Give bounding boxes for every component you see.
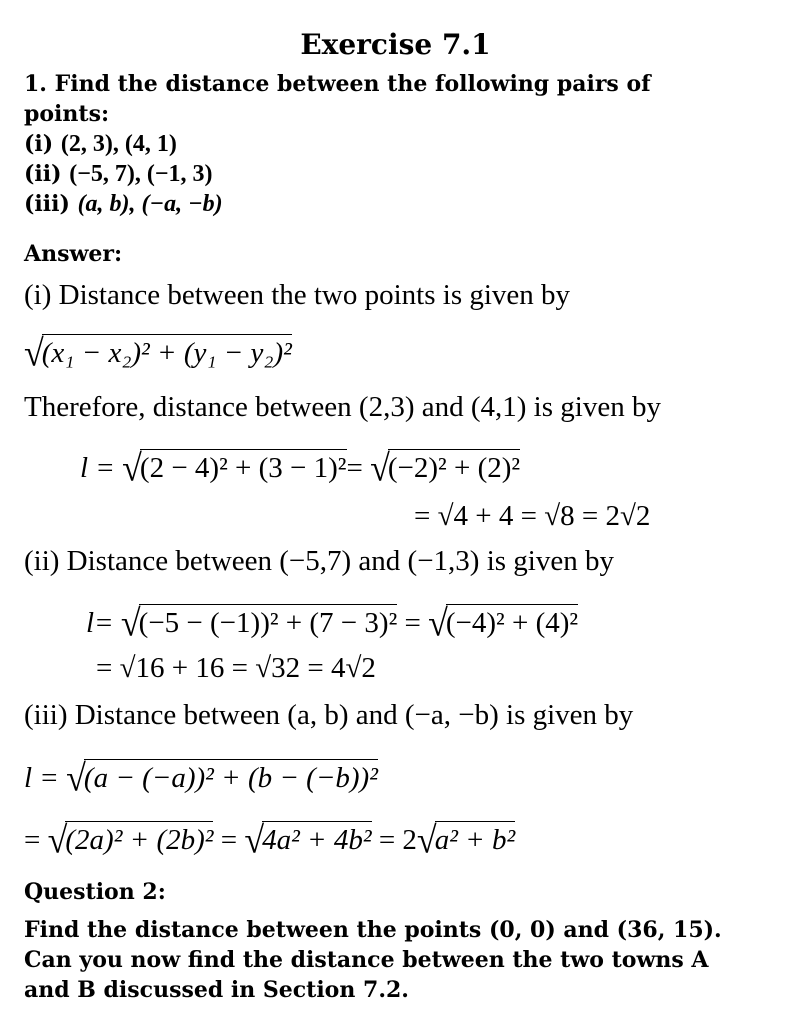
- answer-ii-intro: (ii) Distance between (−5,7) and (−1,3) is given by: [24, 545, 614, 577]
- sqrt-icon: √: [120, 602, 141, 644]
- sqrt-icon: √: [370, 447, 390, 489]
- sqrt-icon: √: [416, 819, 437, 861]
- sqrt-icon: √: [66, 757, 86, 799]
- equals: = 2: [371, 824, 417, 856]
- equals: =: [346, 452, 371, 484]
- answer-i-equation-1: [80, 447, 520, 489]
- answer-iii-equation-1: [24, 757, 378, 799]
- answer-iii-equation-2: [24, 819, 515, 861]
- radicand: (−2)² + (2)²: [388, 449, 520, 485]
- radical: [121, 602, 397, 644]
- part-label: (iii): [24, 191, 70, 217]
- lhs: l =: [24, 762, 67, 794]
- radical: [24, 332, 292, 374]
- radicand: 4a² + 4b²: [262, 821, 371, 857]
- radical: [417, 819, 515, 861]
- sqrt-icon: √: [244, 819, 265, 861]
- sqrt-icon: √: [47, 819, 68, 861]
- question-2-label: Question 2:: [24, 879, 166, 905]
- sqrt-icon: √: [428, 602, 448, 644]
- part-label: (i): [24, 131, 54, 157]
- question-1-line-2: points:: [24, 101, 110, 127]
- radical: [244, 819, 371, 861]
- question-1-part-i: [24, 130, 177, 159]
- equals: =: [213, 824, 245, 856]
- part-label: (ii): [24, 161, 62, 187]
- radicand: (x₁ − x₂)² + (y₁ − y₂)²: [42, 334, 292, 370]
- radicand: (a − (−a))² + (b − (−b))²: [84, 759, 378, 795]
- sqrt-icon: √: [24, 332, 44, 374]
- answer-ii-equation-1: [86, 602, 578, 644]
- distance-formula: [24, 332, 292, 374]
- answer-i-therefore: Therefore, distance between (2,3) and (4,1) is given by: [24, 391, 661, 423]
- answer-iii-intro: (iii) Distance between (a, b) and (−a, −b) is given by: [24, 699, 634, 731]
- answer-i-intro: (i) Distance between the two points is given by: [24, 279, 571, 311]
- radicand: (2a)² + (2b)²: [65, 821, 213, 857]
- question-2-line-2: Can you now find the distance between the two towns A: [24, 947, 709, 973]
- question-2-line-1: Find the distance between the points (0, 0) and (36, 15).: [24, 917, 722, 943]
- radicand: (−4)² + (4)²: [446, 604, 578, 640]
- radical: [370, 447, 520, 489]
- equals: =: [397, 607, 429, 639]
- radicand: a² + b²: [435, 821, 515, 857]
- part-math: (−5, 7), (−1, 3): [69, 161, 213, 187]
- radicand: (−5 − (−1))² + (7 − 3)²: [139, 604, 398, 640]
- part-math: (a, b), (−a, −b): [77, 191, 223, 217]
- part-math: (2, 3), (4, 1): [60, 131, 177, 157]
- radical: [122, 447, 346, 489]
- answer-i-equation-2: = √4 + 4 = √8 = 2√2: [414, 500, 651, 532]
- lhs: l=: [86, 607, 121, 639]
- radical: [66, 757, 378, 799]
- answer-label: Answer:: [24, 241, 123, 267]
- question-1-part-iii: [24, 190, 223, 219]
- lhs: l =: [80, 452, 123, 484]
- question-1-part-ii: [24, 160, 213, 189]
- page-title: Exercise 7.1: [300, 28, 491, 61]
- radical: [428, 602, 578, 644]
- question-1-line-1: 1. Find the distance between the following pairs of: [24, 71, 651, 97]
- radicand: (2 − 4)² + (3 − 1)²: [140, 449, 347, 485]
- sqrt-icon: √: [122, 447, 142, 489]
- radical: [48, 819, 214, 861]
- answer-ii-equation-2: = √16 + 16 = √32 = 4√2: [96, 652, 376, 684]
- equals: =: [24, 824, 48, 856]
- question-2-line-3: and B discussed in Section 7.2.: [24, 977, 409, 1003]
